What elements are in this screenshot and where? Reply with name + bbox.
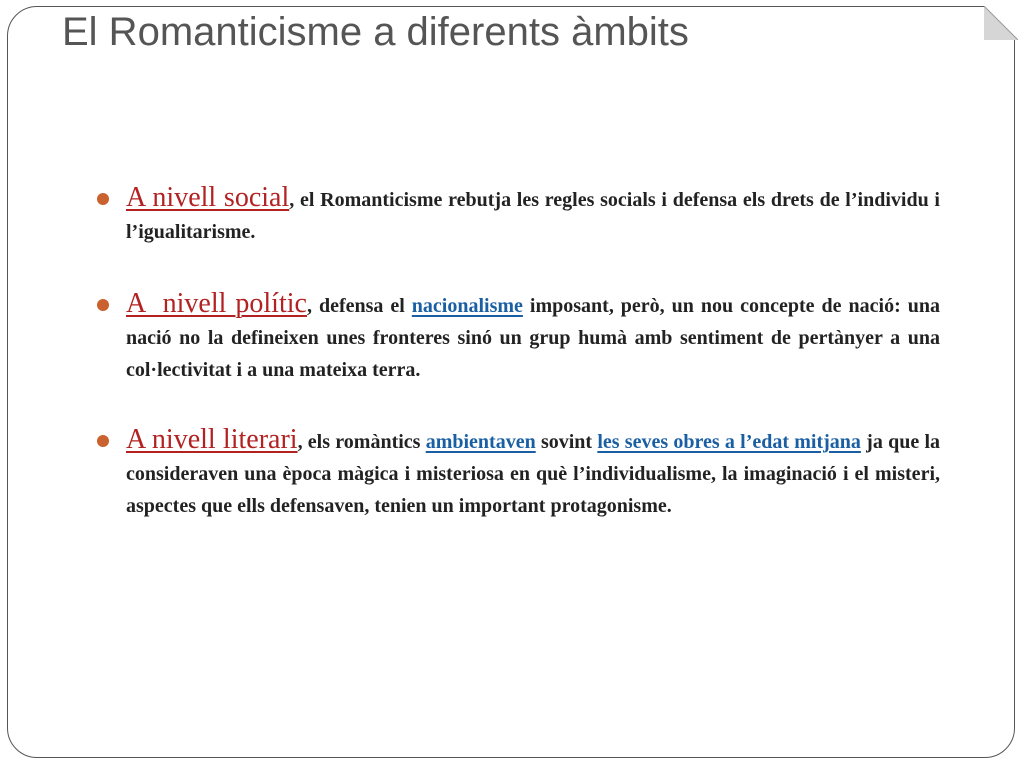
social-heading-link[interactable]: A nivell social: [126, 182, 290, 213]
political-text-2: imposant, però, un nou concepte de nació: una nació no la defineixen unes fronteres sinó un grup humà amb sentiment de pertànyer a una col·lectivitat i a una mateixa terra.: [126, 295, 940, 381]
literary-heading-link[interactable]: A nivell literari: [126, 424, 298, 455]
nacionalisme-link[interactable]: nacionalisme: [411, 295, 523, 317]
bullet-dot-icon: [97, 299, 109, 311]
bullet-political: [126, 288, 940, 386]
literary-text-1: , els romàntics: [297, 431, 426, 453]
bullet-literary: [126, 424, 940, 522]
bullet-dot-icon: [97, 193, 109, 205]
bullet-dot-icon: [97, 435, 109, 447]
political-text-1: , defensa el: [306, 295, 412, 317]
bullet-social: [126, 182, 940, 248]
social-text: , el Romanticisme rebutja les regles socials i defensa els drets de l’individu i l’igualitarisme.: [126, 189, 940, 243]
page-corner-fold-icon: [984, 6, 1018, 40]
literary-text-3: ja que la consideraven una època màgica i misteriosa en què l’individualisme, la imaginació i el misteri, aspectes que ells defensaven, tenien un important protagonisme.: [126, 431, 941, 517]
ambientaven-link[interactable]: ambientaven: [425, 431, 536, 453]
political-heading-link[interactable]: A nivell polític: [126, 288, 307, 319]
edat-mitjana-link[interactable]: les seves obres a l’edat mitjana: [597, 431, 861, 453]
slide-title: El Romanticisme a diferents àmbits: [62, 10, 689, 54]
literary-text-2: sovint: [535, 431, 598, 453]
bullet-list: [126, 182, 940, 562]
